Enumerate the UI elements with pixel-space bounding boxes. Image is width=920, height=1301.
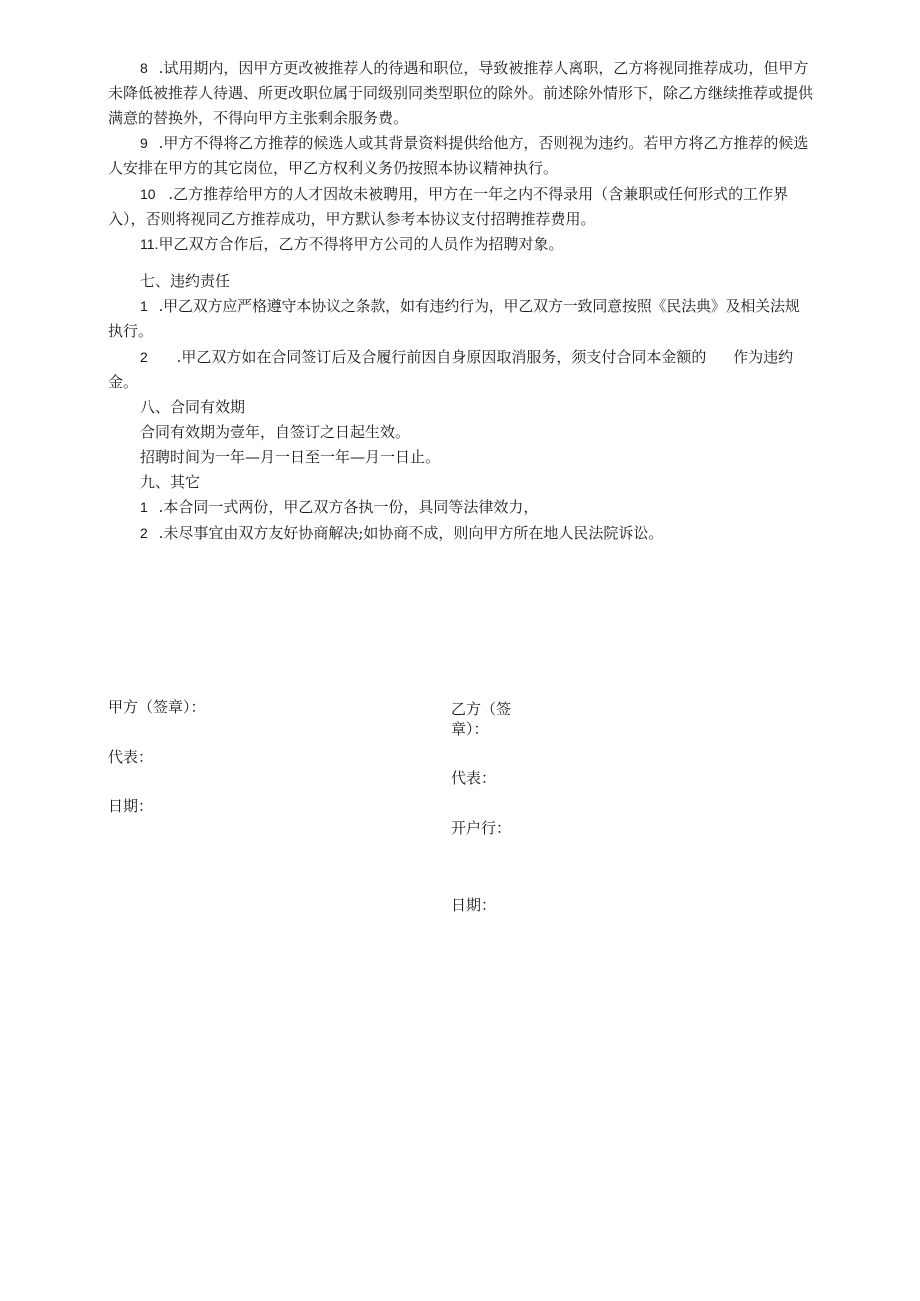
clause-11-line-1 (140, 234, 563, 254)
party-b-date-label: 日期： (451, 896, 497, 914)
section-7-item-1-number: 1 (140, 298, 148, 314)
party-a-seal-label: 甲方（签章）： (108, 698, 206, 716)
section-9-item-2-text: .未尽事宜由双方友好协商解决;如协商不成，则向甲方所在地人民法院诉讼。 (158, 524, 664, 542)
party-b-representative-label: 代表： (451, 769, 497, 787)
clause-11-number: 11. (140, 236, 159, 252)
clause-8-line-2: 未降低被推荐人待遇、所更改职位属于同级别同类型职位的除外。前述除外情形下，除乙方继续推荐或提供 (108, 84, 814, 102)
party-b-bank-label: 开户行： (451, 819, 512, 837)
section-7-item-1-line-1 (140, 296, 800, 316)
section-9-item-2 (140, 523, 663, 543)
section-8-line-2: 招聘时间为一年—月一日至一年—月一日止。 (140, 448, 441, 466)
section-8-line-1: 合同有效期为壹年，自签订之日起生效。 (140, 423, 411, 441)
party-b-seal-label-line-1: 乙方（签 (451, 700, 512, 718)
clause-10-text-1: .乙方推荐给甲方的人才因故未被聘用，甲方在一年之内不得录用（含兼职或任何形式的工作界 (168, 185, 789, 203)
clause-9-line-1 (140, 133, 808, 153)
section-9-item-1-text: .本合同一式两份，甲乙双方各执一份，具同等法律效力， (158, 498, 539, 516)
clause-11-text-1: 甲乙双方合作后，乙方不得将甲方公司的人员作为招聘对象。 (158, 235, 564, 253)
party-a-representative-label: 代表： (108, 748, 154, 766)
clause-8-text-1: .试用期内，因甲方更改被推荐人的待遇和职位，导致被推荐人离职，乙方将视同推荐成功，但甲方 (158, 59, 809, 77)
party-b-seal-label-line-2: 章）： (451, 720, 489, 738)
section-8-heading: 八、合同有效期 (140, 398, 246, 416)
clause-8-line-1 (140, 58, 808, 78)
clause-9-text-1: .甲方不得将乙方推荐的候选人或其背景资料提供给他方，否则视为违约。若甲方将乙方推荐的候选 (158, 134, 809, 152)
section-7-item-1-text-1: .甲乙双方应严格遵守本协议之条款，如有违约行为，甲乙双方一致同意按照《民法典》及相关法规 (158, 297, 800, 315)
section-7-item-2-text-1b: 作为违约 (733, 348, 794, 366)
party-a-date-label: 日期： (108, 797, 154, 815)
clause-10-number: 10 (140, 186, 156, 202)
section-9-item-1-number: 1 (140, 499, 148, 515)
clause-9-number: 9 (140, 135, 148, 151)
section-7-item-2-number: 2 (140, 349, 148, 365)
section-9-heading: 九、其它 (140, 473, 201, 491)
clause-10-line-2: 入），否则将视同乙方推荐成功，甲方默认参考本协议支付招聘推荐费用。 (108, 210, 596, 228)
section-7-item-2-line-2: 金。 (108, 373, 139, 391)
section-7-heading: 七、违约责任 (140, 272, 231, 290)
clause-8-number: 8 (140, 60, 148, 76)
section-9-item-1 (140, 497, 538, 517)
section-7-item-1-line-2: 执行。 (108, 322, 154, 340)
section-7-item-2-text-1a: .甲乙双方如在合同签订后及合履行前因自身原因取消服务，须支付合同本金额的 (176, 348, 707, 366)
clause-9-line-2: 人安排在甲方的其它岗位，甲乙方权利义务仍按照本协议精神执行。 (108, 159, 559, 177)
section-7-item-2-line-1 (140, 347, 793, 367)
section-9-item-2-number: 2 (140, 525, 148, 541)
clause-10-line-1 (140, 184, 788, 204)
clause-8-line-3: 满意的替换外，不得向甲方主张剩余服务费。 (108, 109, 409, 127)
